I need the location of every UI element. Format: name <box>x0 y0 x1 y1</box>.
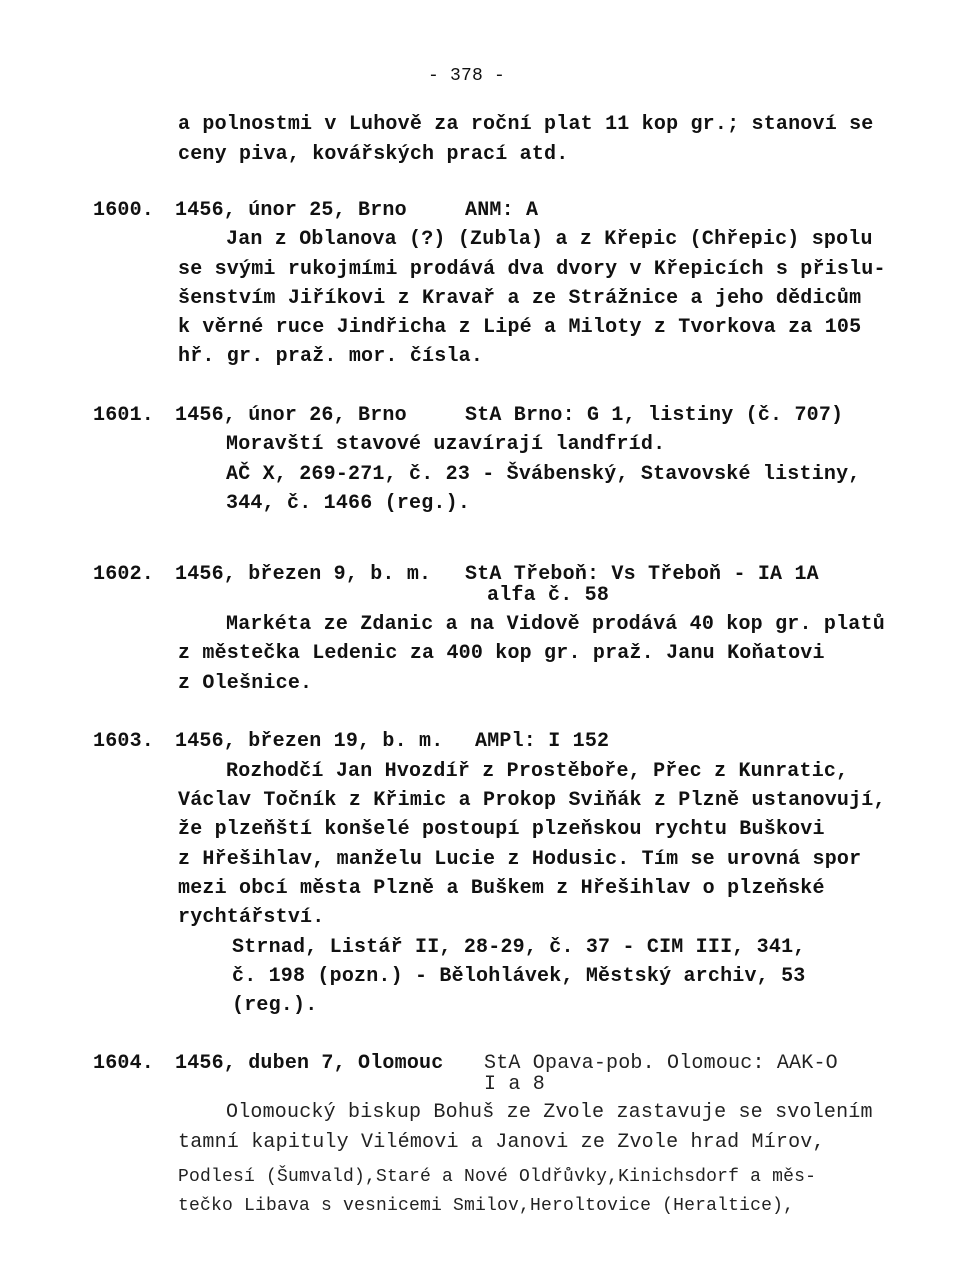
entry-source-cont: alfa č. 58 <box>487 584 610 607</box>
entry-number: 1602. <box>93 563 155 586</box>
entry-body-line: Václav Točník z Křimic a Prokop Sviňák z Plzně ustanovují, <box>178 789 886 812</box>
entry-source-cont: I a 8 <box>484 1073 546 1096</box>
entry-number: 1603. <box>93 730 155 753</box>
entry-body-line: Podlesí (Šumvald),Staré a Nové Oldřůvky,Kinichsdorf a měs- <box>178 1167 817 1187</box>
entry-body-line: z městečka Ledenic za 400 kop gr. praž. Janu Koňatovi <box>178 642 825 665</box>
page-number: - 378 - <box>428 66 506 86</box>
entry-body-line: Rozhodčí Jan Hvozdíř z Prostěboře, Přec z Kunratic, <box>226 760 849 783</box>
entry-body-line: mezi obcí města Plzně a Buškem z Hřešihlav o plzeňské <box>178 877 825 900</box>
entry-body-line: že plzeňští konšelé postoupí plzeňskou rychtu Buškovi <box>178 818 825 841</box>
entry-source: ANM: A <box>465 199 539 222</box>
entry-date: 1456, únor 25, Brno <box>175 199 407 222</box>
entry-number: 1604. <box>93 1052 155 1075</box>
entry-date: 1456, březen 19, b. m. <box>175 730 444 753</box>
entry-ref-line: č. 198 (pozn.) - Bělohlávek, Městský archiv, 53 <box>232 965 806 988</box>
entry-body-line: se svými rukojmími prodává dva dvory v Křepicích s přislu- <box>178 258 886 281</box>
entry-body-line: Jan z Oblanova (?) (Zubla) a z Křepic (Chřepic) spolu <box>226 228 873 251</box>
entry-body-line: šenstvím Jiříkovi z Kravař a ze Strážnice a jeho dědicům <box>178 287 862 310</box>
entry-number: 1600. <box>93 199 155 222</box>
entry-date: 1456, duben 7, Olomouc <box>175 1052 444 1075</box>
entry-ref-line: 344, č. 1466 (reg.). <box>226 492 471 515</box>
entry-number: 1601. <box>93 404 155 427</box>
entry-body-line: Markéta ze Zdanic a na Vidově prodává 40 kop gr. platů <box>226 613 885 636</box>
entry-source: StA Opava-pob. Olomouc: AAK-O <box>484 1052 838 1075</box>
intro-line: ceny piva, kovářských prací atd. <box>178 143 569 166</box>
entry-ref-line: AČ X, 269-271, č. 23 - Švábenský, Stavovské listiny, <box>226 463 861 486</box>
entry-ref-line: Strnad, Listář II, 28-29, č. 37 - CIM III, 341, <box>232 936 806 959</box>
entry-date: 1456, únor 26, Brno <box>175 404 407 427</box>
entry-body-line: Moravští stavové uzavírají landfríd. <box>226 433 666 456</box>
entry-body-line: rychtářství. <box>178 906 325 929</box>
entry-source: StA Třeboň: Vs Třeboň - IA 1A <box>465 563 819 586</box>
entry-body-line: z Olešnice. <box>178 672 313 695</box>
intro-line: a polnostmi v Luhově za roční plat 11 kop gr.; stanoví se <box>178 113 874 136</box>
entry-body-line: Olomoucký biskup Bohuš ze Zvole zastavuje se svolením <box>226 1101 873 1124</box>
entry-body-line: hř. gr. praž. mor. čísla. <box>178 345 484 368</box>
entry-ref-line: (reg.). <box>232 994 318 1017</box>
entry-source: AMPl: I 152 <box>475 730 610 753</box>
entry-date: 1456, březen 9, b. m. <box>175 563 432 586</box>
entry-body-line: tečko Libava s vesnicemi Smilov,Heroltovice (Heraltice), <box>178 1196 795 1216</box>
entry-body-line: tamní kapituly Vilémovi a Janovi ze Zvole hrad Mírov, <box>178 1131 825 1154</box>
entry-body-line: z Hřešihlav, manželu Lucie z Hodusic. Tím se urovná spor <box>178 848 862 871</box>
entry-body-line: k věrné ruce Jindřicha z Lipé a Miloty z Tvorkova za 105 <box>178 316 862 339</box>
entry-source: StA Brno: G 1, listiny (č. 707) <box>465 404 844 427</box>
